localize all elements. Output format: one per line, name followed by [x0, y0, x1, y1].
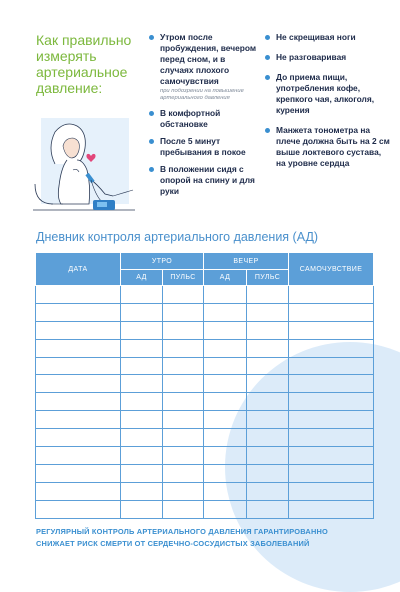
table-cell[interactable] — [204, 464, 247, 482]
table-cell[interactable] — [36, 339, 121, 357]
table-row — [36, 286, 374, 304]
table-cell[interactable] — [121, 357, 163, 375]
table-cell[interactable] — [121, 411, 163, 429]
table-row — [36, 411, 374, 429]
table-cell[interactable] — [247, 429, 289, 447]
instruction-text: В комфортной обстановке — [149, 108, 259, 130]
table-cell[interactable] — [247, 464, 289, 482]
table-cell[interactable] — [204, 447, 247, 465]
header-evening-bp: АД — [204, 270, 247, 286]
table-cell[interactable] — [289, 482, 374, 500]
table-cell[interactable] — [247, 357, 289, 375]
table-cell[interactable] — [204, 375, 247, 393]
table-row — [36, 482, 374, 500]
table-cell[interactable] — [121, 500, 163, 518]
instruction-item — [149, 32, 259, 102]
page-title: Как правильно измерять артериальное давление: — [36, 32, 132, 96]
instruction-text: Не скрещивая ноги — [265, 32, 390, 43]
table-cell[interactable] — [163, 303, 204, 321]
table-cell[interactable] — [289, 357, 374, 375]
table-cell[interactable] — [204, 393, 247, 411]
table-cell[interactable] — [247, 321, 289, 339]
table-row — [36, 375, 374, 393]
table-cell[interactable] — [163, 411, 204, 429]
table-cell[interactable] — [36, 321, 121, 339]
table-cell[interactable] — [204, 321, 247, 339]
table-cell[interactable] — [163, 429, 204, 447]
table-cell[interactable] — [204, 303, 247, 321]
table-row — [36, 303, 374, 321]
table-cell[interactable] — [163, 375, 204, 393]
table-cell[interactable] — [36, 286, 121, 304]
instruction-item — [149, 108, 259, 130]
table-cell[interactable] — [289, 339, 374, 357]
table-cell[interactable] — [247, 393, 289, 411]
table-cell[interactable] — [121, 375, 163, 393]
table-cell[interactable] — [289, 393, 374, 411]
table-cell[interactable] — [289, 429, 374, 447]
table-cell[interactable] — [163, 339, 204, 357]
table-cell[interactable] — [36, 411, 121, 429]
header-morning-pulse: ПУЛЬС — [163, 270, 204, 286]
woman-measuring-blood-pressure-illustration — [33, 112, 135, 222]
instruction-item — [149, 136, 259, 158]
table-cell[interactable] — [289, 500, 374, 518]
table-cell[interactable] — [204, 411, 247, 429]
footer-note: РЕГУЛЯРНЫЙ КОНТРОЛЬ АРТЕРИАЛЬНОГО ДАВЛЕНИЯ ГАРАНТИРОВАННО СНИЖАЕТ РИСК СМЕРТИ ОТ СЕРДЕЧНО-СОСУДИСТЫХ ЗАБОЛЕВАНИЙ — [36, 527, 328, 548]
table-cell[interactable] — [163, 447, 204, 465]
table-cell[interactable] — [163, 286, 204, 304]
table-cell[interactable] — [36, 482, 121, 500]
table-cell[interactable] — [36, 500, 121, 518]
table-cell[interactable] — [289, 447, 374, 465]
table-cell[interactable] — [121, 429, 163, 447]
instructions-column-2 — [265, 32, 390, 169]
table-cell[interactable] — [36, 375, 121, 393]
table-cell[interactable] — [121, 464, 163, 482]
diary-title: Дневник контроля артериального давления (АД) — [36, 230, 319, 244]
table-cell[interactable] — [36, 303, 121, 321]
header-evening-pulse: ПУЛЬС — [247, 270, 289, 286]
diary-rows — [36, 286, 374, 519]
header-date: ДАТА — [36, 253, 121, 286]
table-cell[interactable] — [163, 321, 204, 339]
table-cell[interactable] — [163, 464, 204, 482]
table-cell[interactable] — [247, 482, 289, 500]
table-cell[interactable] — [36, 429, 121, 447]
table-cell[interactable] — [121, 303, 163, 321]
table-cell[interactable] — [204, 286, 247, 304]
table-cell[interactable] — [121, 482, 163, 500]
table-cell[interactable] — [163, 393, 204, 411]
instruction-text: Не разговаривая — [265, 52, 390, 63]
instruction-text: В положении сидя с опорой на спину и для руки — [149, 164, 259, 197]
table-cell[interactable] — [247, 303, 289, 321]
table-cell[interactable] — [163, 357, 204, 375]
table-cell[interactable] — [121, 447, 163, 465]
instruction-text: До приема пищи, употребления кофе, крепкого чая, алкоголя, курения — [265, 72, 390, 116]
table-cell[interactable] — [247, 447, 289, 465]
table-cell[interactable] — [289, 303, 374, 321]
header-wellbeing: САМОЧУВСТВИЕ — [289, 253, 374, 286]
table-cell[interactable] — [121, 393, 163, 411]
table-row — [36, 464, 374, 482]
instructions-column-1 — [149, 32, 259, 197]
table-cell[interactable] — [204, 482, 247, 500]
instruction-note: при подозрении на повышение артериального давления — [160, 88, 244, 101]
instruction-item — [149, 164, 259, 197]
table-cell[interactable] — [247, 500, 289, 518]
table-cell[interactable] — [204, 339, 247, 357]
table-cell[interactable] — [36, 357, 121, 375]
instruction-text: Утром после пробуждения, вечером перед сном, и в случаях плохого самочувствия — [149, 32, 259, 87]
table-cell[interactable] — [121, 321, 163, 339]
table-row — [36, 500, 374, 518]
table-cell[interactable] — [163, 482, 204, 500]
table-cell[interactable] — [247, 411, 289, 429]
table-row — [36, 321, 374, 339]
table-cell[interactable] — [247, 339, 289, 357]
table-cell[interactable] — [36, 393, 121, 411]
table-row — [36, 429, 374, 447]
table-row — [36, 339, 374, 357]
table-cell[interactable] — [204, 357, 247, 375]
table-row — [36, 393, 374, 411]
table-cell[interactable] — [36, 447, 121, 465]
table-row — [36, 447, 374, 465]
instruction-text: Манжета тонометра на плече должна быть на 2 см выше локтевого сустава, на уровне сердца — [265, 125, 390, 169]
table-cell[interactable] — [289, 321, 374, 339]
table-cell[interactable] — [36, 464, 121, 482]
header-evening: ВЕЧЕР — [204, 253, 289, 270]
header-morning-bp: АД — [121, 270, 163, 286]
table-cell[interactable] — [163, 500, 204, 518]
header-morning: УТРО — [121, 253, 204, 270]
table-cell[interactable] — [204, 500, 247, 518]
table-cell[interactable] — [289, 464, 374, 482]
table-cell[interactable] — [289, 286, 374, 304]
table-cell[interactable] — [289, 375, 374, 393]
table-cell[interactable] — [247, 375, 289, 393]
blood-pressure-diary-table — [35, 252, 374, 519]
table-cell[interactable] — [121, 286, 163, 304]
table-cell[interactable] — [121, 339, 163, 357]
table-row — [36, 357, 374, 375]
table-cell[interactable] — [204, 429, 247, 447]
table-cell[interactable] — [289, 411, 374, 429]
table-cell[interactable] — [247, 286, 289, 304]
instruction-text: После 5 минут пребывания в покое — [149, 136, 259, 158]
